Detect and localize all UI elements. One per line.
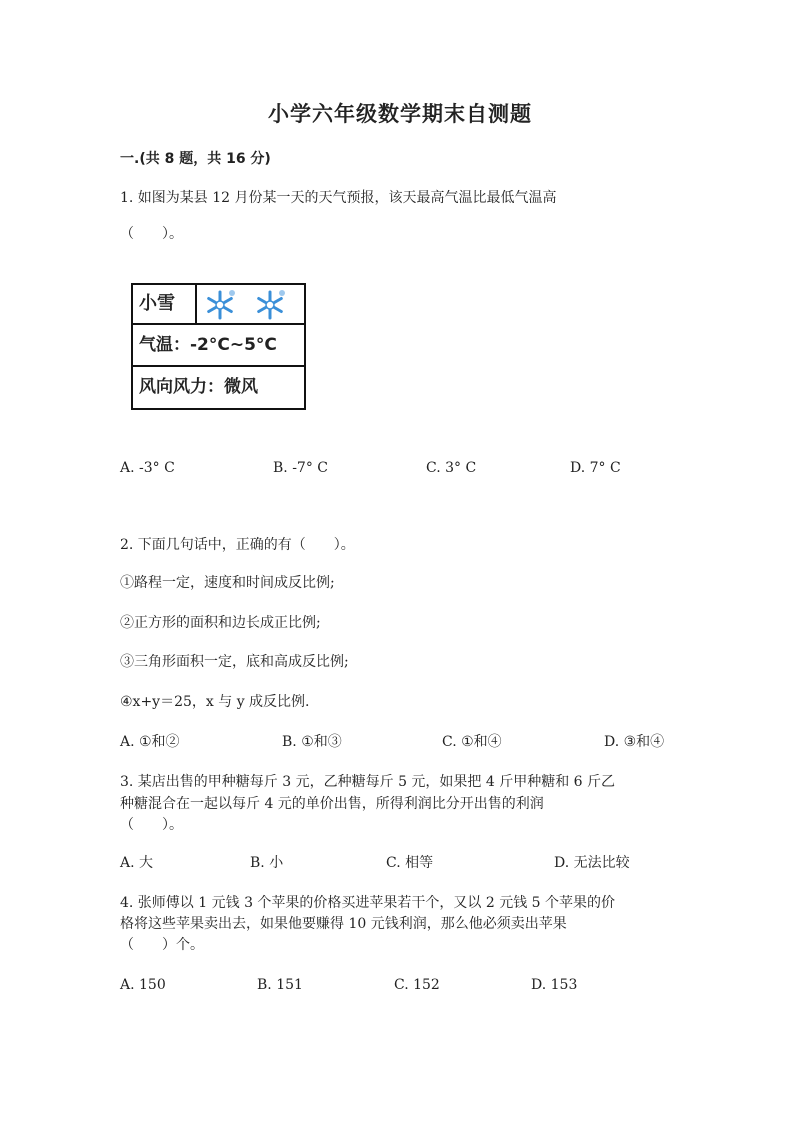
q1-option-a[interactable]: A. -3° C bbox=[120, 460, 175, 476]
q1-option-c[interactable]: C. 3° C bbox=[426, 460, 477, 476]
q2-options bbox=[120, 732, 680, 752]
weather-label: 小雪 bbox=[133, 285, 197, 323]
q4-option-c[interactable]: C. 152 bbox=[394, 977, 440, 993]
q3-options bbox=[120, 853, 680, 873]
wind-row bbox=[133, 367, 304, 408]
q3-stem-line1: 3. 某店出售的甲种糖每斤 3 元，乙种糖每斤 5 元，如果把 4 斤甲种糖和 6 斤乙 bbox=[120, 774, 616, 790]
weather-row bbox=[133, 285, 304, 325]
q2-option-d[interactable]: D. ③和④ bbox=[604, 734, 665, 750]
q3-option-d[interactable]: D. 无法比较 bbox=[554, 855, 630, 871]
q4-option-b[interactable]: B. 151 bbox=[257, 977, 303, 993]
q4-stem-line3: （ ）个。 bbox=[120, 937, 204, 953]
temperature-text: 气温：-2°C~5°C bbox=[139, 335, 277, 355]
page-title: 小学六年级数学期末自测题 bbox=[268, 102, 532, 126]
q1-option-d[interactable]: D. 7° C bbox=[570, 460, 621, 476]
snowflake-icon bbox=[203, 288, 237, 322]
q1-stem-line1: 1. 如图为某县 12 月份某一天的天气预报，该天最高气温比最低气温高 bbox=[120, 190, 557, 206]
q2-statement-1: ①路程一定，速度和时间成反比例; bbox=[120, 575, 335, 591]
q2-statement-2: ②正方形的面积和边长成正比例; bbox=[120, 615, 321, 631]
q2-option-b[interactable]: B. ①和③ bbox=[282, 734, 342, 750]
q2-option-c[interactable]: C. ①和④ bbox=[442, 734, 502, 750]
q4-options bbox=[120, 975, 680, 995]
section-heading: 一.(共 8 题，共 16 分) bbox=[120, 151, 271, 167]
q3-option-b[interactable]: B. 小 bbox=[250, 855, 284, 871]
q3-option-a[interactable]: A. 大 bbox=[120, 855, 154, 871]
q1-option-b[interactable]: B. -7° C bbox=[273, 460, 328, 476]
temperature-row bbox=[133, 325, 304, 367]
q2-option-a[interactable]: A. ①和② bbox=[120, 734, 180, 750]
q3-stem-line3: （ ）。 bbox=[120, 817, 183, 833]
q4-option-a[interactable]: A. 150 bbox=[120, 977, 166, 993]
q4-stem-line2: 格将这些苹果卖出去，如果他要赚得 10 元钱利润，那么他必须卖出苹果 bbox=[120, 916, 567, 932]
q2-statement-3: ③三角形面积一定，底和高成反比例; bbox=[120, 654, 349, 670]
q3-stem-line2: 种糖混合在一起以每斤 4 元的单价出售，所得利润比分开出售的利润 bbox=[120, 796, 544, 812]
q4-option-d[interactable]: D. 153 bbox=[531, 977, 578, 993]
q2-stem: 2. 下面几句话中，正确的有（ ）。 bbox=[120, 537, 355, 553]
snow-icons bbox=[201, 287, 301, 321]
q1-stem-line2: （ ）。 bbox=[120, 226, 183, 242]
weather-forecast-figure bbox=[131, 283, 306, 410]
snowflake-icon bbox=[253, 288, 287, 322]
q2-statement-4: ④x+y＝25，x 与 y 成反比例. bbox=[120, 694, 310, 710]
q4-stem-line1: 4. 张师傅以 1 元钱 3 个苹果的价格买进苹果若干个，又以 2 元钱 5 个苹果的价 bbox=[120, 895, 616, 911]
wind-text: 风向风力：微风 bbox=[139, 377, 258, 397]
q3-option-c[interactable]: C. 相等 bbox=[386, 855, 434, 871]
q1-options bbox=[120, 458, 680, 478]
